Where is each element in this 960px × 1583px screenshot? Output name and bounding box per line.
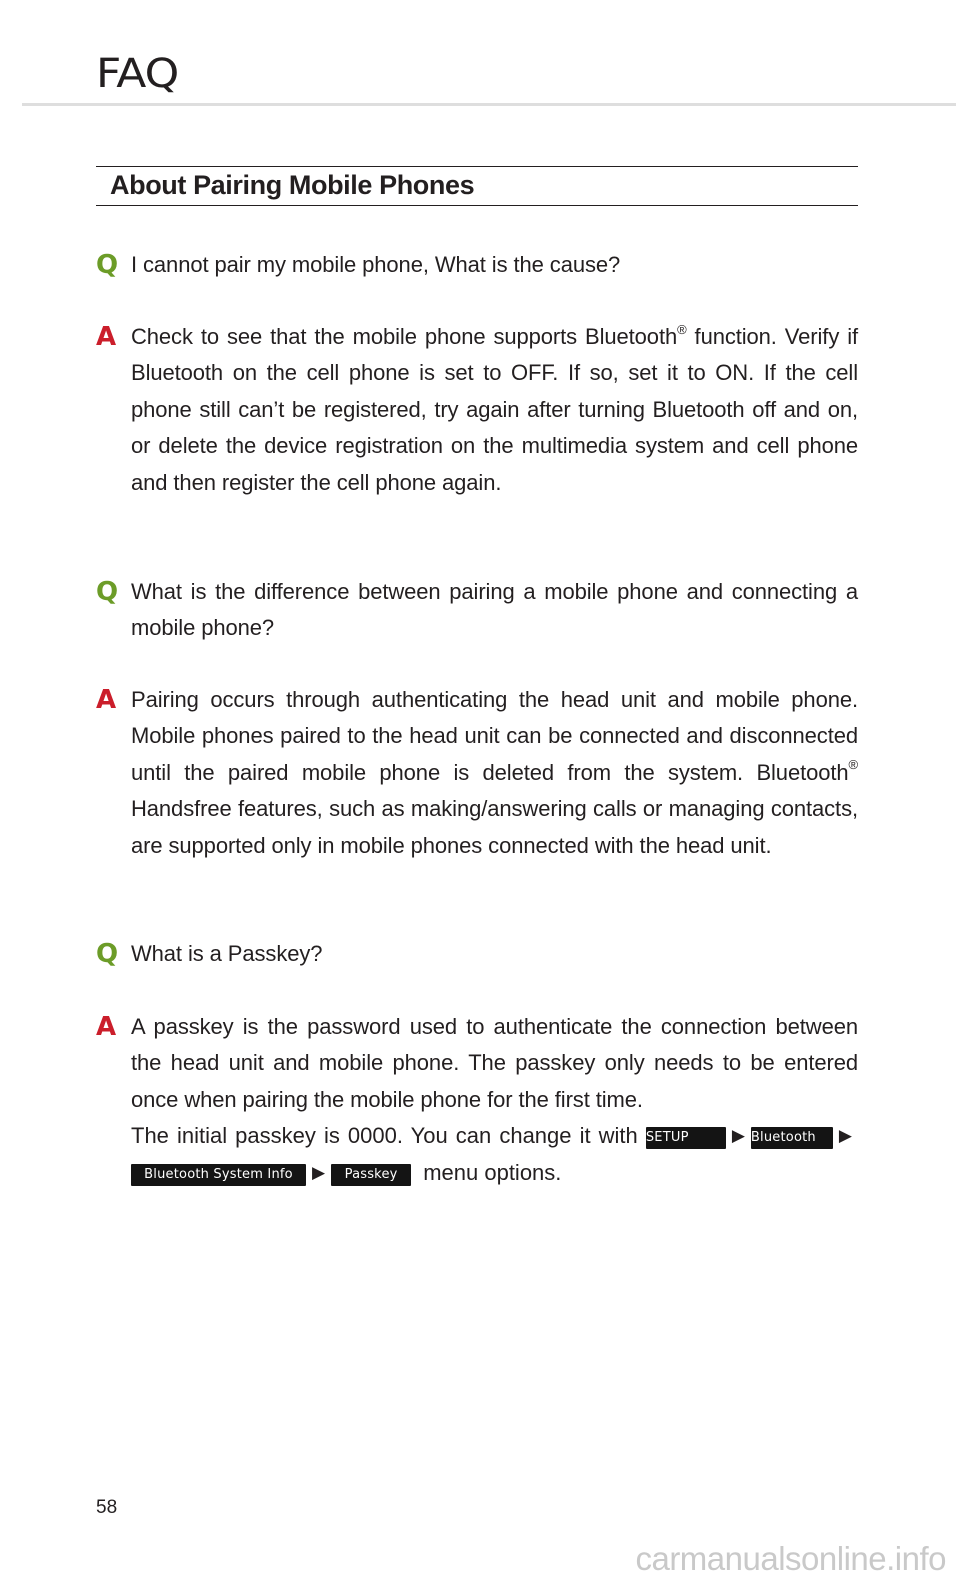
registered-mark: ® [677,321,687,337]
section-header [96,166,858,206]
answer-marker: A [96,685,117,715]
arrow-right-icon: ▶ [731,1126,745,1146]
bluetooth-system-info-menu-button[interactable]: Bluetooth System Info [131,1164,306,1186]
arrow-right-icon: ▶ [838,1126,852,1146]
faq-answer-3 [96,1009,858,1191]
answer-marker: A [96,1012,117,1042]
question-text: What is the difference between pairing a mobile phone and connecting a mobile phone? [131,579,858,641]
menu-path-line-2 [131,1155,858,1191]
faq-answer-1 [96,319,858,501]
heading-divider [22,103,956,106]
passkey-menu-button[interactable]: Passkey [331,1164,411,1186]
question-text: What is a Passkey? [131,941,323,966]
bluetooth-menu-button[interactable]: Bluetooth [751,1127,833,1149]
faq-question-2 [96,574,858,647]
setup-menu-button[interactable]: SETUP [646,1127,726,1149]
section-title: About Pairing Mobile Phones [110,170,475,200]
menu-outro: menu options. [423,1159,562,1185]
answer-text: Check to see that the mobile phone supports Bluetooth® function. Verify if Bluetooth on the cell phone is set to OFF. If so, set it to ON. If the cell phone still can’t be registered, try again after turning Bluetooth off and on, or delete the device registration on the multimedia system and cell phone and then register the cell phone again. [131,321,858,495]
page-heading: FAQ [96,50,179,97]
page-number: 58 [96,1497,118,1518]
question-marker: Q [96,577,119,607]
answer-marker: A [96,322,117,352]
watermark: carmanualsonline.info [635,1540,946,1577]
menu-intro: The initial passkey is 0000. You can change it with [131,1123,638,1149]
question-marker: Q [96,250,119,280]
faq-answer-2 [96,682,858,864]
arrow-right-icon: ▶ [312,1162,326,1182]
faq-question-1 [96,247,858,283]
answer-text: A passkey is the password used to authenticate the connection between the head unit and mobile phone. The passkey only needs to be entered once when pairing the mobile phone for the first time. [131,1014,858,1112]
question-marker: Q [96,939,119,969]
answer-text: Pairing occurs through authenticating the head unit and mobile phone. Mobile phones paired to the head unit can be connected and disconnected until the paired mobile phone is deleted from the system. Bluetooth® Handsfree features, such as making/answering calls or managing contacts, are supported only in mobile phones connected with the head unit. [131,687,858,858]
question-text: I cannot pair my mobile phone, What is the cause? [131,252,621,277]
registered-mark: ® [848,757,858,773]
menu-path-line [131,1118,858,1154]
faq-question-3 [96,936,858,972]
